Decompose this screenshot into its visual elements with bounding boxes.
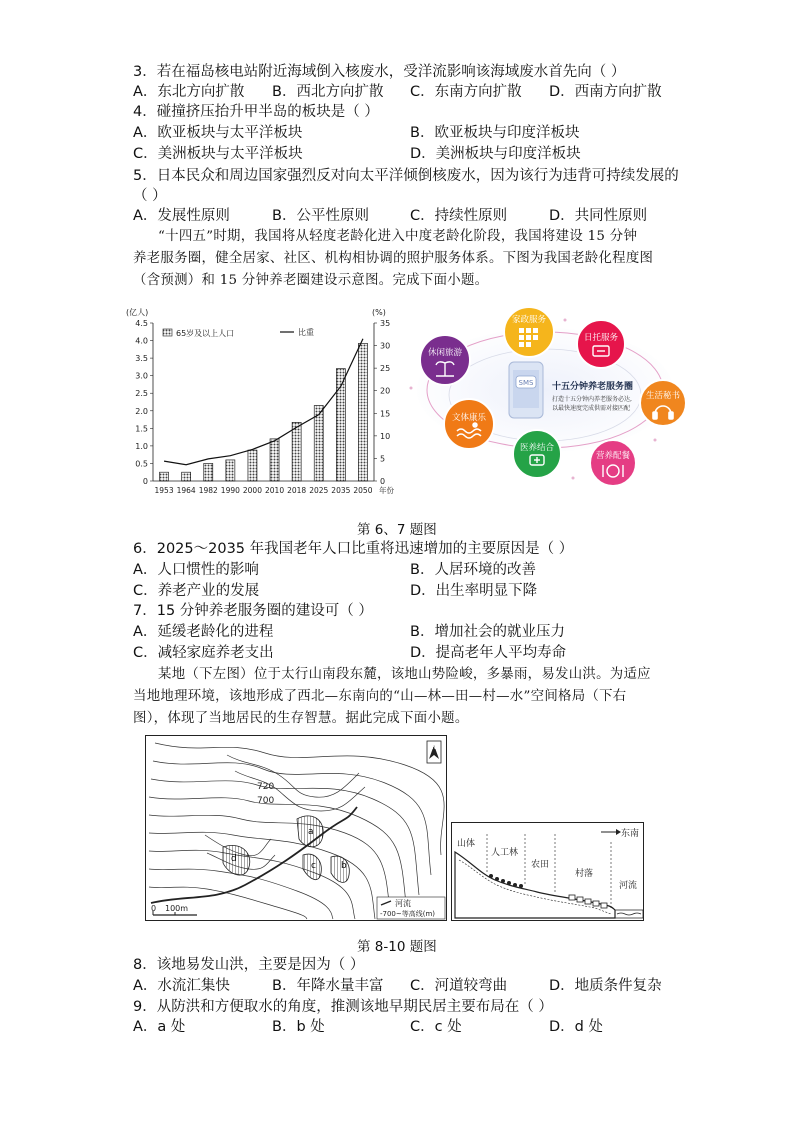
svg-text:日托服务: 日托服务 (583, 333, 619, 343)
q6-option-c: C．养老产业的发展 (133, 583, 260, 599)
left-axis-unit: (亿人) (126, 308, 149, 317)
svg-text:d: d (231, 854, 237, 864)
intro-1-line-2: 养老服务圈，健全居家、社区、机构相协调的照护服务体系。下图为我国老龄化程度图 (133, 251, 654, 266)
intro-1-line-3: （含预测）和 15 分钟养老圈建设示意图。完成下面小题。 (133, 273, 489, 288)
proportion-line (164, 339, 363, 465)
label-village: 村落 (575, 869, 594, 879)
left-tick-label: 1.0 (135, 441, 148, 451)
svg-text:医养结合: 医养结合 (519, 443, 555, 453)
x-tick-label: 2025 (309, 486, 329, 495)
q3-option-d: D．西南方向扩散 (549, 84, 662, 100)
right-tick-label: 25 (380, 364, 391, 374)
node-daycare (577, 320, 625, 368)
left-tick-label: 1.5 (135, 424, 148, 434)
right-tick-label: 20 (380, 386, 391, 396)
x-axis-label: 年份 (379, 486, 394, 495)
node-nutrition (590, 440, 636, 486)
node-leisure-travel (420, 335, 470, 385)
svg-text:生活秘书: 生活秘书 (645, 391, 681, 401)
node-culture-sports (444, 399, 494, 449)
bar-2010 (270, 439, 279, 481)
legend-bar-label: 65岁及以上人口 (176, 329, 235, 338)
q9-option-a: A．a 处 (133, 1019, 186, 1035)
q7-option-b: B．增加社会的就业压力 (410, 624, 565, 640)
left-tick-label: 3.0 (135, 371, 148, 381)
intro-2-line-2: 当地地理环境，该地形成了西北—东南向的“山—林—田—村—水”空间格局（下右 (133, 689, 627, 704)
bar-1982 (204, 463, 213, 481)
q4-option-d: D．美洲板块与印度洋板块 (410, 146, 581, 162)
question-4-stem: 4．碰撞挤压抬升甲半岛的板块是（ ） (133, 104, 379, 120)
figure-caption-8-10: 第 8-10 题图 (357, 939, 437, 955)
center-title: 十五分钟养老服务圈 (552, 382, 634, 392)
right-tick-label: 0 (380, 477, 386, 486)
q9-option-d: D．d 处 (549, 1019, 603, 1035)
phone-icon (509, 362, 543, 418)
q4-option-b: B．欧亚板块与印度洋板块 (410, 125, 580, 141)
legend-bar-swatch (163, 329, 172, 336)
q5-option-d: D．共同性原则 (549, 208, 648, 224)
label-mountain: 山体 (457, 839, 476, 849)
intro-2-line-3: 图），体现了当地居民的生存智慧。据此完成下面小题。 (133, 711, 469, 726)
bar-2018 (292, 422, 301, 481)
question-5-stem: 5．日本民众和周边国家强烈反对向太平洋倾倒核废水，因为该行为违背可持续发展的 (133, 168, 679, 184)
x-tick-label: 1953 (154, 486, 174, 495)
q8-option-a: A．水流汇集快 (133, 978, 230, 994)
q5-option-a: A．发展性原则 (133, 208, 230, 224)
legend-contour-label: -700~等高线(m) (380, 910, 436, 918)
svg-text:家政服务: 家政服务 (511, 315, 547, 325)
contour-label-720: 720 (257, 782, 275, 792)
x-tick-label: 2000 (242, 486, 262, 495)
svg-text:a: a (308, 827, 314, 837)
x-tick-label: 2018 (287, 486, 307, 495)
direction-southeast: 东南 (621, 829, 640, 839)
svg-text:c: c (311, 861, 316, 871)
q4-option-a: A．欧亚板块与太平洋板块 (133, 125, 303, 141)
label-forest: 人工林 (491, 848, 519, 858)
left-tick-label: 4.5 (135, 319, 148, 328)
label-river (619, 879, 637, 891)
bar-1964 (182, 472, 191, 481)
x-tick-label: 2050 (353, 486, 373, 495)
center-subtitle-2: 以最快速度完成供需对接匹配 (552, 405, 631, 412)
aging-chart (120, 305, 405, 500)
x-tick-label: 2010 (265, 486, 285, 495)
question-9-stem: 9．从防洪和方便取水的角度，推测该地早期民居主要布局在（ ） (133, 999, 553, 1015)
node-housekeeping (504, 307, 554, 357)
node-life-secretary (640, 380, 686, 426)
site-a (297, 816, 323, 847)
question-5-stem-cont: （ ） (133, 188, 167, 204)
contour-label-700: 700 (257, 796, 275, 806)
left-tick-label: 0 (142, 477, 148, 486)
q6-option-b: B．人居环境的改善 (410, 562, 536, 578)
right-tick-label: 10 (380, 431, 391, 441)
legend-line-label: 比重 (298, 328, 314, 337)
right-axis-unit: (%) (372, 308, 386, 317)
svg-text:河流: 河流 (619, 881, 638, 891)
label-farmland: 农田 (531, 860, 550, 870)
q3-option-a: A．东北方向扩散 (133, 84, 245, 100)
left-tick-label: 4.0 (135, 336, 148, 346)
q7-option-d: D．提高老年人平均寿命 (410, 645, 567, 661)
q9-option-c: C．c 处 (410, 1019, 462, 1035)
q8-option-d: D．地质条件复杂 (549, 978, 662, 994)
question-3-stem: 3．若在福岛核电站附近海域倒入核废水，受洋流影响该海域废水首先向（ ） (133, 64, 626, 80)
terrain-profile (451, 822, 644, 921)
map-legend (377, 897, 445, 919)
svg-text:b: b (341, 861, 347, 871)
center-subtitle-1: 打造十五分钟内养老服务必达, (552, 396, 632, 403)
right-tick-label: 30 (380, 341, 391, 351)
q5-option-c: C．持续性原则 (410, 208, 508, 224)
question-7-stem: 7．15 分钟养老服务圈的建设可（ ） (133, 603, 373, 619)
q7-option-c: C．减轻家庭养老支出 (133, 645, 274, 661)
svg-text:100m: 100m (165, 904, 189, 913)
svg-text:N: N (431, 744, 437, 751)
x-tick-label: 2035 (331, 486, 351, 495)
svg-text:营养配餐: 营养配餐 (595, 451, 631, 461)
q6-option-a: A．人口惯性的影响 (133, 562, 259, 578)
legend-river-label: 河流 (395, 899, 411, 908)
service-circle-diagram (405, 300, 695, 495)
bar-1953 (160, 472, 169, 481)
svg-text:0: 0 (151, 904, 157, 913)
left-tick-label: 2.0 (135, 406, 148, 416)
right-tick-label: 35 (380, 319, 391, 328)
contour-map (145, 735, 447, 921)
left-tick-label: 0.5 (135, 459, 148, 469)
right-tick-label: 5 (380, 454, 386, 464)
q3-option-b: B．西北方向扩散 (272, 84, 384, 100)
q7-option-a: A．延缓老龄化的进程 (133, 624, 274, 640)
bar-1990 (226, 460, 235, 481)
q9-option-b: B．b 处 (272, 1019, 325, 1035)
question-8-stem: 8．该地易发山洪，主要是因为（ ） (133, 957, 365, 973)
x-tick-label: 1964 (176, 486, 196, 495)
q3-option-c: C．东南方向扩散 (410, 84, 522, 100)
q6-option-d: D．出生率明显下降 (410, 583, 538, 599)
q5-option-b: B．公平性原则 (272, 208, 369, 224)
bar-2050 (358, 343, 367, 481)
left-tick-label: 3.5 (135, 354, 148, 364)
sms-label: SMS (518, 379, 534, 387)
x-tick-label: 1990 (220, 486, 240, 495)
node-medical-care (513, 430, 561, 478)
q8-option-c: C．河道较弯曲 (410, 978, 508, 994)
left-tick-label: 2.5 (135, 389, 148, 399)
question-6-stem: 6．2025～2035 年我国老年人口比重将迅速增加的主要原因是（ ） (133, 541, 574, 557)
q8-option-b: B．年降水量丰富 (272, 978, 384, 994)
svg-text:休闲旅游: 休闲旅游 (427, 348, 463, 358)
right-tick-label: 15 (380, 409, 391, 419)
svg-text:文体康乐: 文体康乐 (451, 413, 487, 423)
bar-2000 (248, 450, 257, 481)
q4-option-c: C．美洲板块与太平洋板块 (133, 146, 303, 162)
x-tick-label: 1982 (198, 486, 218, 495)
intro-2-line-1: 某地（下左图）位于太行山南段东麓，该地山势险峻，多暴雨，易发山洪。为适应 (158, 667, 651, 682)
north-arrow-icon (427, 741, 441, 763)
intro-1-line-1: “十四五”时期，我国将从轻度老龄化进入中度老龄化阶段，我国将建设 15 分钟 (158, 229, 638, 244)
figure-caption-6-7: 第 6、7 题图 (357, 522, 437, 538)
